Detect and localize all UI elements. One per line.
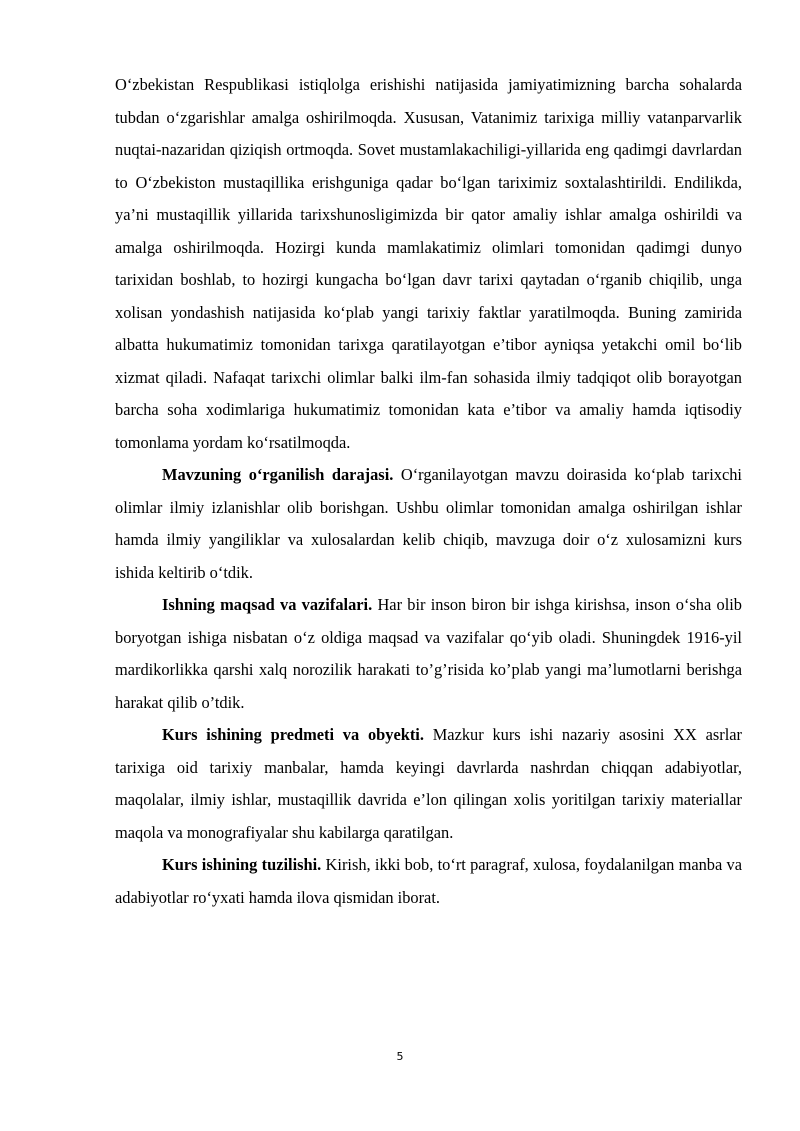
study-level-paragraph xyxy=(115,459,742,589)
paragraph-text: O‘zbekistan Respublikasi istiqlolga erishishi natijasida jamiyatimizning barcha sohalarda tubdan o‘zgarishlar amalga oshirilmoqda. Xususan, Vatanimiz tarixiga milliy vatanparvarlik nuqtai-nazaridan qiziqish ortmoqda. Sovet mustamlakachiligi-yillarida eng qadimgi davrlardan to O‘zbekiston mustaqillika erishguniga qadar bo‘lgan tariximiz soxtalashtirildi. Endilikda, ya’ni mustaqillik yillarida tarixshunosligimizda bir qator amaliy ishlar amalga oshirildi va amalga oshirilmoqda. Hozirgi kunda mamlakatimiz olimlari tomonidan qadimgi dunyo tarixidan boshlab, to hozirgi kungacha bo‘lgan davr tarixi qaytadan o‘rganib chiqilib, unga xolisan yondashish natijasida ko‘plab yangi tarixiy faktlar yaratilmoqda. Buning zamirida albatta hukumatimiz tomonidan tarixga qaratilayotgan e’tibor ayniqsa yetakchi omil bo‘lib xizmat qiladi. Nafaqat tarixchi olimlar balki ilm-fan sohasida ilmiy tadqiqot olib borayotgan barcha soha xodimlariga hukumatimiz tomonidan kata e’tibor va amaliy hamda iqtisodiy tomonlama yordam ko‘rsatilmoqda. xyxy=(115,75,742,452)
structure-paragraph xyxy=(115,849,742,914)
paragraph-text: Mazkur kurs ishi nazariy asosini XX asrlar tarixiga oid tarixiy manbalar, hamda keyingi davrlarda nashrdan chiqqan adabiyotlar, maqolalar, ilmiy ishlar, mustaqillik davrida e’lon qilingan xolis yoritilgan tarixiy materiallar maqola va monografiyalar shu kabilarga qaratilgan. xyxy=(115,725,742,842)
subject-object-heading: Kurs ishining predmeti va obyekti. xyxy=(162,725,424,744)
goals-heading: Ishning maqsad va vazifalari. xyxy=(162,595,373,614)
intro-paragraph xyxy=(115,69,742,459)
structure-heading: Kurs ishining tuzilishi. xyxy=(162,855,322,874)
document-body xyxy=(115,69,742,914)
paragraph-text: Har bir inson biron bir ishga kirishsa, inson o‘sha olib boryotgan ishiga nisbatan o‘z oldiga maqsad va vazifalar qo‘yib oladi. Shuningdek 1916-yil mardikorlikka qarshi xalq norozilik harakati to’g’risida ko’plab yangi ma’lumotlarni berishga harakat qilib o’tdik. xyxy=(115,595,742,712)
study-level-heading: Mavzuning o‘rganilish darajasi. xyxy=(162,465,394,484)
subject-object-paragraph xyxy=(115,719,742,849)
goals-paragraph xyxy=(115,589,742,719)
page-number: 5 xyxy=(396,1050,404,1063)
paragraph-text: O‘rganilayotgan mavzu doirasida ko‘plab tarixchi olimlar ilmiy izlanishlar olib borishgan. Ushbu olimlar tomonidan amalga oshirilgan ishlar hamda ilmiy yangiliklar va xulosalardan kelib chiqib, mavzuga doir o‘z xulosamizni kurs ishida keltirib o‘tdik. xyxy=(115,465,742,582)
paragraph-text: Kirish, ikki bob, to‘rt paragraf, xulosa, foydalanilgan manba va adabiyotlar ro‘yxati hamda ilova qismidan iborat. xyxy=(115,855,743,907)
